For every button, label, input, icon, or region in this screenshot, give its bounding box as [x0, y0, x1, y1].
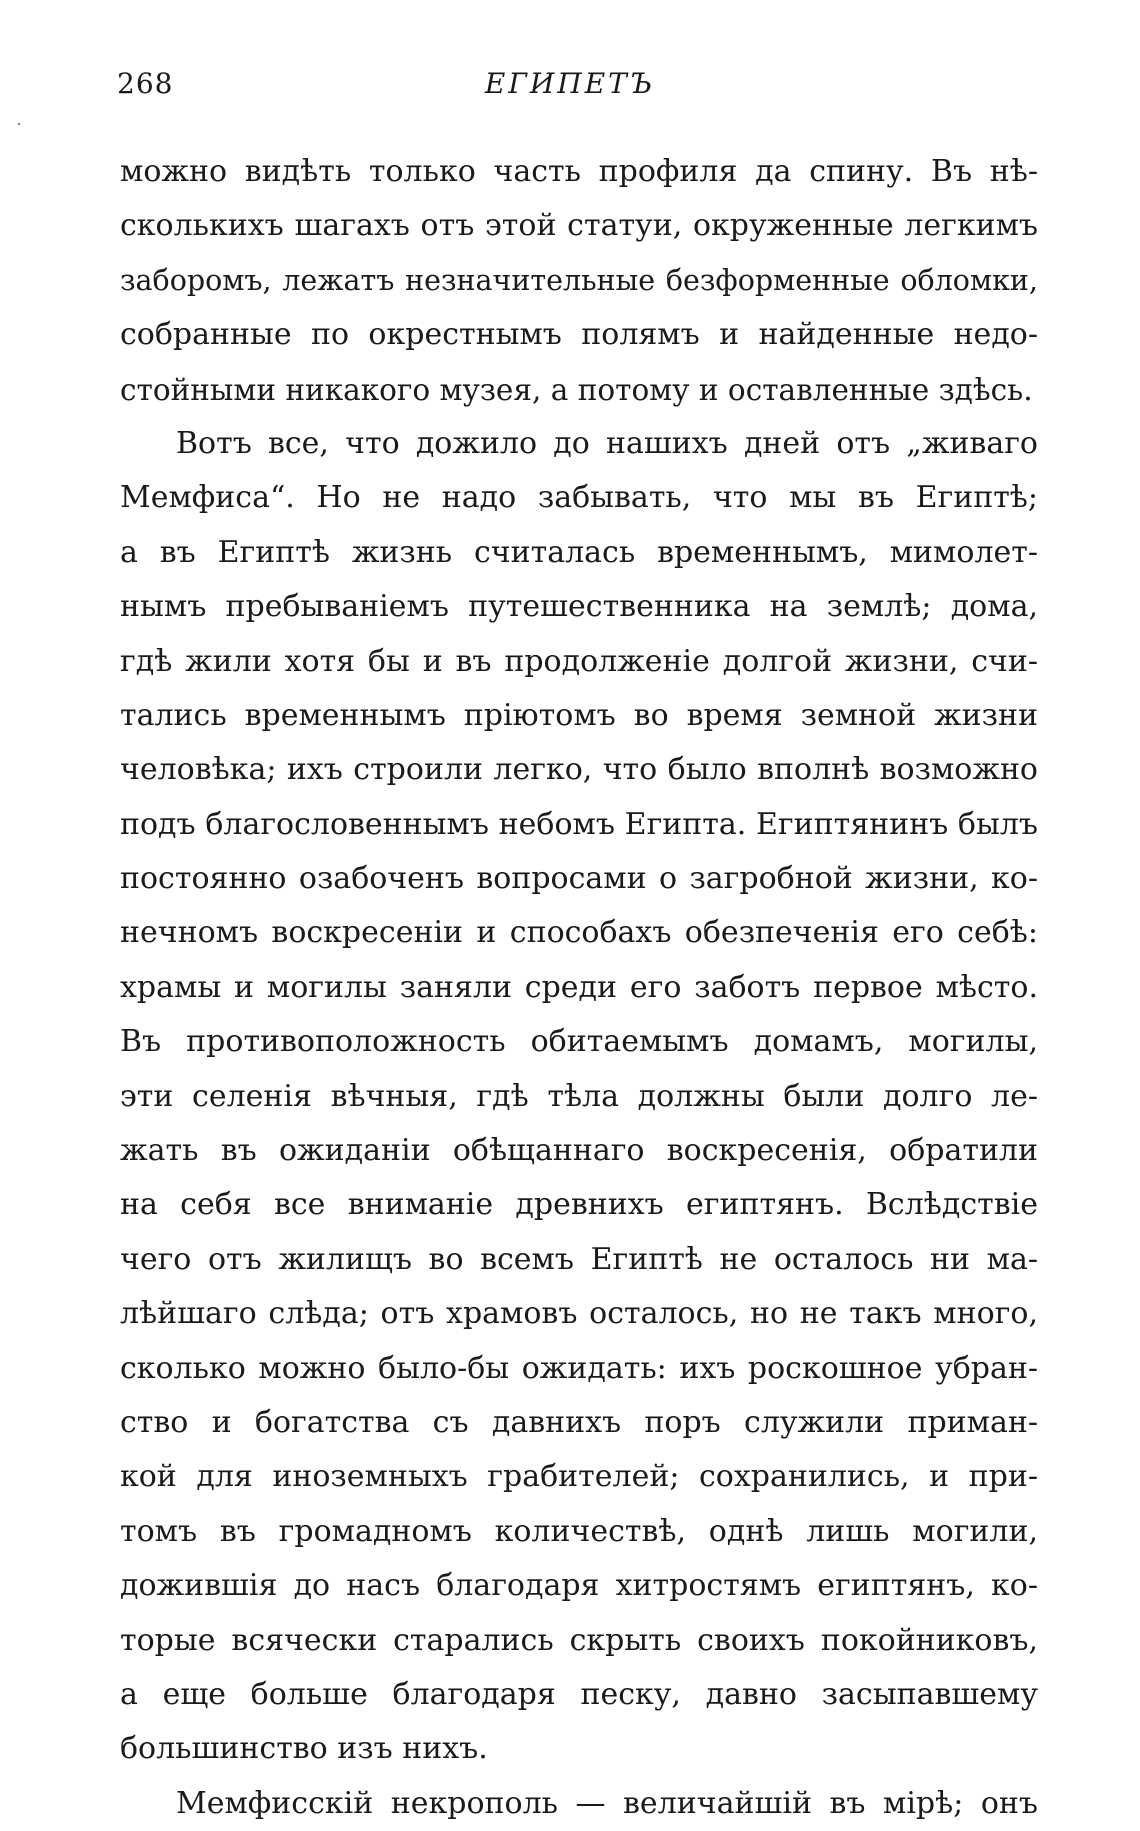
text-line: Мемфисскій некрополь — величайшій въ мірѣ; онъ [176, 1785, 1038, 1821]
text-line: большинство изъ нихъ. [120, 1731, 488, 1767]
text-line: чего отъ жилищъ во всемъ Египтѣ не осталось ни ма- [120, 1241, 1038, 1277]
text-line: Вотъ все, что дожило до нашихъ дней отъ „живаго [176, 425, 1038, 461]
text-line: нечномъ воскресеніи и способахъ обезпеченія его себѣ: [120, 915, 1038, 951]
text-line: торые всячески старались скрыть своихъ покойниковъ, [120, 1622, 1038, 1658]
text-line: эти селенія вѣчныя, гдѣ тѣла должны были долго ле- [120, 1078, 1038, 1114]
text-line: сколькихъ шагахъ отъ этой статуи, окруженные легкимъ [120, 208, 1038, 244]
text-line: тались временнымъ пріютомъ во время земной жизни [120, 697, 1038, 733]
page-number: 268 [117, 67, 174, 100]
body-text [120, 145, 1038, 1831]
text-line: собранные по окрестнымъ полямъ и найденные недо- [120, 317, 1038, 353]
text-line: храмы и могилы заняли среди его заботъ первое мѣсто. [120, 969, 1038, 1005]
text-line: заборомъ, лежатъ незначительные безформенные обломки, [120, 263, 1038, 297]
text-line: подъ благословеннымъ небомъ Египта. Египтянинъ былъ [120, 806, 1038, 842]
text-line: нымъ пребываніемъ путешественника на землѣ; дома, [120, 589, 1038, 625]
text-line: а въ Египтѣ жизнь считалась временнымъ, мимолет- [120, 534, 1038, 570]
running-title: ЕГИПЕТЪ [484, 67, 656, 100]
text-line: постоянно озабоченъ вопросами о загробной жизни, ко- [120, 861, 1038, 897]
text-line: Мемфиса“. Но не надо забывать, что мы въ Египтѣ; [120, 480, 1038, 516]
text-line: кой для иноземныхъ грабителей; сохранились, и при- [120, 1459, 1038, 1495]
text-line: стойными никакого музея, а потому и оставленные здѣсь. [120, 372, 1033, 407]
text-line: сколько можно было-бы ожидать: ихъ роскошное убран- [120, 1350, 1038, 1386]
text-line: ство и богатства съ давнихъ поръ служили приман- [120, 1404, 1038, 1440]
text-line: на себя все вниманіе древнихъ египтянъ. Вслѣдствіе [120, 1187, 1038, 1223]
text-line: лѣйшаго слѣда; отъ храмовъ осталось, но не такъ много, [120, 1296, 1038, 1332]
scan-speck [18, 123, 20, 125]
text-line: жать въ ожиданіи обѣщаннаго воскресенія, обратили [120, 1133, 1038, 1169]
text-line: гдѣ жили хотя бы и въ продолженіе долгой жизни, счи- [120, 643, 1038, 679]
text-line: можно видѣть только часть профиля да спину. Въ нѣ- [120, 154, 1038, 189]
text-line: человѣка; ихъ строили легко, что было вполнѣ возможно [120, 752, 1038, 788]
text-line: дожившія до насъ благодаря хитростямъ египтянъ, ко- [120, 1568, 1038, 1604]
text-line: а еще больше благодаря песку, давно засыпавшему [120, 1676, 1038, 1712]
text-line: Въ противоположность обитаемымъ домамъ, могилы, [120, 1024, 1038, 1060]
text-line: томъ въ громадномъ количествѣ, однѣ лишь могили, [120, 1513, 1038, 1549]
